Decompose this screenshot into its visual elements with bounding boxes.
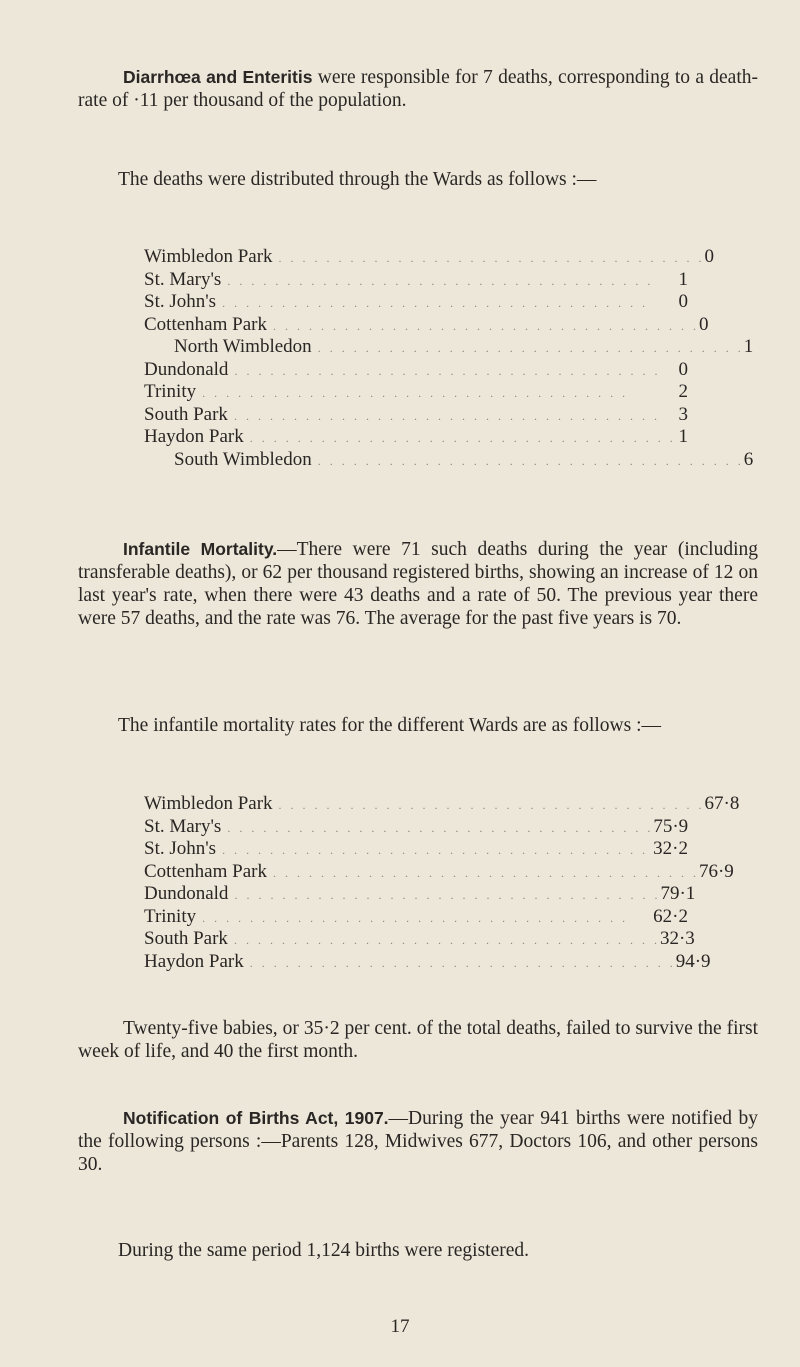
ward-name: Haydon Park — [144, 426, 244, 447]
mortality-rate: 67·8 — [704, 793, 740, 814]
births-registered-paragraph: During the same period 1,124 births were registered. — [118, 1240, 530, 1261]
table-row: Dundonald . . . . . . . . . . . . . . . . . . . . . . . . . . . . . . . . . . . . 0 — [144, 358, 688, 380]
death-count: 2 — [678, 381, 688, 402]
table-row: Dundonald . . . . . . . . . . . . . . . . . . . . . . . . . . . . . . . . . . . . 79·1 — [144, 883, 696, 904]
infantile-mortality-text: —There were 71 such deaths during the year (including transferable deaths), or 62 per thousand registered births, showing an increase of 12 on last year's rate, when there were 43 deaths and a rate of 50. The previous year there were 57 deaths, and the rate was 76. The average for the past five years is 70. — [78, 539, 758, 629]
table-row: Wimbledon Park . . . . . . . . . . . . . . . . . . . . . . . . . . . . . . . . . . . . 0 — [144, 246, 715, 267]
page-number: 17 — [390, 1316, 410, 1337]
ward-name: St. John's — [144, 291, 217, 312]
table-row: Haydon Park . . . . . . . . . . . . . . . . . . . . . . . . . . . . . . . . . . . . 1 — [144, 426, 688, 447]
table-row: Trinity . . . . . . . . . . . . . . . . . . . . . . . . . . . . . . . . . . . . 62·2 — [144, 905, 688, 927]
births-act-text: —During the year 941 births were notified by the following persons :—Parents 128, Midwives 677, Doctors 106, and other persons 30. — [78, 1108, 758, 1175]
births-act-paragraph — [78, 1107, 758, 1176]
table-row: Wimbledon Park . . . . . . . . . . . . . . . . . . . . . . . . . . . . . . . . . . . . 67·8 — [144, 793, 740, 814]
mortality-rate: 32·3 — [659, 928, 695, 949]
table-row: St. John's . . . . . . . . . . . . . . . . . . . . . . . . . . . . . . . . . . . . 0 — [144, 291, 688, 312]
mortality-rate: 32·2 — [653, 838, 688, 859]
infant-rates-table — [144, 793, 740, 973]
death-count: 6 — [743, 448, 754, 470]
ward-name: St. Mary's — [144, 268, 222, 290]
infantile-mortality-heading: Infantile Mortality. — [123, 539, 278, 559]
table-row: Haydon Park . . . . . . . . . . . . . . . . . . . . . . . . . . . . . . . . . . . . 94·9 — [144, 950, 711, 972]
deaths-by-ward-table — [144, 246, 754, 471]
table-row: North Wimbledon . . . . . . . . . . . . . . . . . . . . . . . . . . . . . . . . . . . . 1 — [144, 336, 688, 359]
ward-name: Trinity — [144, 381, 197, 402]
death-count: 0 — [678, 291, 688, 312]
death-count: 1 — [678, 426, 688, 447]
table-row: Cottenham Park . . . . . . . . . . . . . . . . . . . . . . . . . . . . . . . . . . . . 0 — [144, 313, 709, 335]
births-act-heading: Notification of Births Act, 1907. — [123, 1108, 389, 1128]
diarrhoea-paragraph — [78, 66, 758, 112]
ward-name: Haydon Park — [144, 950, 244, 972]
ward-name: Cottenham Park — [144, 860, 267, 882]
death-count: 3 — [678, 403, 688, 425]
ward-name: North Wimbledon — [174, 336, 312, 357]
ward-name: Wimbledon Park — [144, 246, 273, 267]
ward-name: Dundonald — [144, 358, 229, 380]
table-row: St. Mary's . . . . . . . . . . . . . . . . . . . . . . . . . . . . . . . . . . . . 75·9 — [144, 815, 689, 837]
ward-name: Cottenham Park — [144, 313, 267, 335]
death-count: 0 — [704, 246, 715, 267]
death-count: 1 — [743, 336, 754, 357]
infantile-mortality-paragraph — [78, 538, 758, 630]
ward-name: South Park — [144, 928, 228, 949]
table-row: South Park . . . . . . . . . . . . . . . . . . . . . . . . . . . . . . . . . . . . 32·3 — [144, 928, 695, 949]
deaths-distribution-intro: The deaths were distributed through the Wards as follows :— — [118, 169, 597, 190]
ward-name: Dundonald — [144, 883, 229, 904]
ward-name: St. John's — [144, 838, 217, 859]
first-week-paragraph: Twenty-five babies, or 35·2 per cent. of the total deaths, failed to survive the first week of life, and 40 the first month. — [78, 1018, 758, 1062]
mortality-rate: 94·9 — [675, 950, 711, 972]
table-row: South Park . . . . . . . . . . . . . . . . . . . . . . . . . . . . . . . . . . . . 3 — [144, 403, 688, 425]
table-row: St. John's . . . . . . . . . . . . . . . . . . . . . . . . . . . . . . . . . . . . 32·2 — [144, 838, 688, 859]
table-row: Trinity . . . . . . . . . . . . . . . . . . . . . . . . . . . . . . . . . . . . 2 — [144, 381, 688, 402]
death-count: 0 — [698, 313, 709, 335]
ward-name: St. Mary's — [144, 815, 222, 837]
mortality-rate: 75·9 — [653, 815, 689, 837]
table-row: St. Mary's . . . . . . . . . . . . . . . . . . . . . . . . . . . . . . . . . . . . 1 — [144, 268, 688, 290]
death-count: 1 — [678, 268, 688, 290]
infant-rates-intro: The infantile mortality rates for the different Wards are as follows :— — [118, 715, 661, 736]
ward-name: Wimbledon Park — [144, 793, 273, 814]
mortality-rate: 79·1 — [660, 883, 696, 904]
table-row: South Wimbledon . . . . . . . . . . . . . . . . . . . . . . . . . . . . . . . . . . . . 6 — [144, 449, 688, 472]
ward-name: South Wimbledon — [174, 448, 312, 470]
diarrhoea-heading: Diarrhœa and Enteritis — [123, 67, 313, 87]
table-row: Cottenham Park . . . . . . . . . . . . . . . . . . . . . . . . . . . . . . . . . . . . 76·9 — [144, 860, 734, 882]
diarrhoea-text: were responsible for 7 deaths, corresponding to a death-rate of ·11 per thousand of the population. — [78, 67, 758, 111]
mortality-rate: 76·9 — [698, 860, 734, 882]
death-count: 0 — [678, 358, 688, 380]
ward-name: South Park — [144, 403, 228, 425]
mortality-rate: 62·2 — [653, 905, 688, 927]
ward-name: Trinity — [144, 905, 197, 927]
